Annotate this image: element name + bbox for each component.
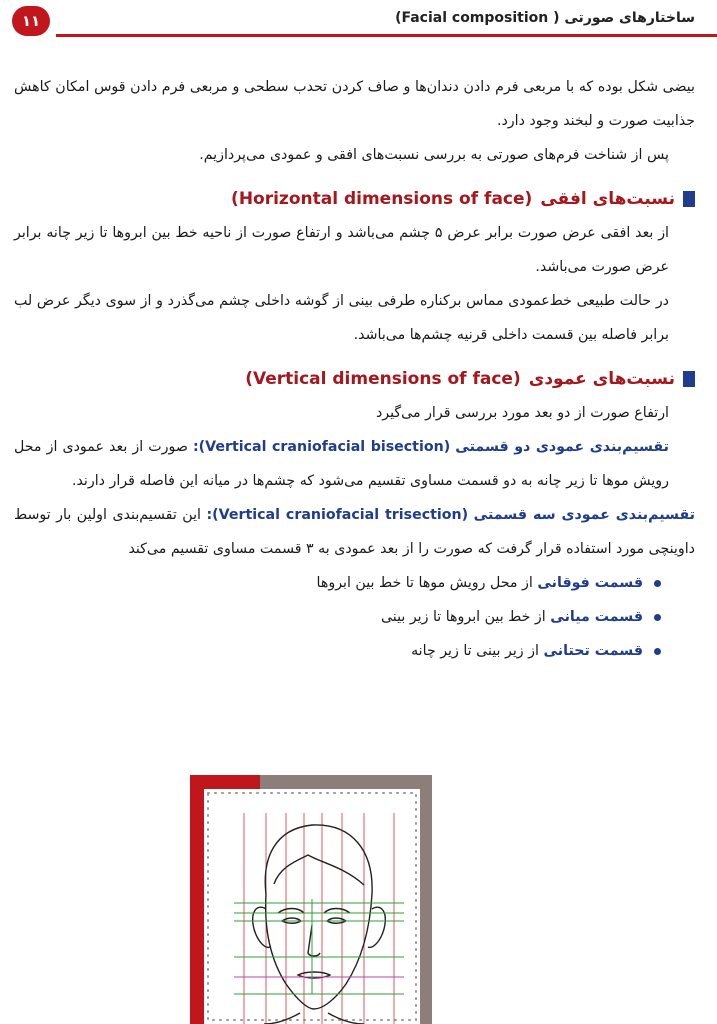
bisection-paragraph <box>14 430 695 498</box>
intro-paragraph: بیضی شکل بوده که با مربعی فرم دادن دندان‌ها و صاف کردن تحدب سطحی و مربعی فرم دادن قوس امکان کاهش جذابیت صورت و لبخند وجود دارد. <box>14 79 695 129</box>
horizontal-heading <box>14 182 695 216</box>
figure-canvas <box>204 789 420 1024</box>
bisection-text: صورت از بعد عمودی از محل رویش موها تا زیر چانه به دو قسمت مساوی تقسیم می‌شود که چشم‌ها در میانه این فاصله قرار دارند. <box>14 439 669 489</box>
trisection-list <box>14 566 695 668</box>
vertical-heading <box>14 362 695 396</box>
bullet-text: از محل رویش موها تا خط بین ابروها <box>316 575 533 591</box>
body-text <box>14 70 695 668</box>
intro-transition: پس از شناخت فرم‌های صورتی به بررسی نسبت‌های افقی و عمودی می‌پردازیم. <box>199 147 669 163</box>
face-proportion-figure <box>190 775 432 1024</box>
list-item <box>14 566 661 600</box>
horizontal-heading-en: (Horizontal dimensions of face) <box>231 189 533 209</box>
list-item <box>14 634 661 668</box>
trisection-text: این تقسیم‌بندی اولین بار توسط داوینچی مورد استفاده قرار گرفت که صورت را از بعد عمودی به ۳ قسمت مساوی تقسیم می‌کند <box>14 507 695 557</box>
header-rule <box>56 34 717 37</box>
running-head: ساختارهای صورتی ( Facial composition) <box>395 10 695 26</box>
vertical-heading-fa: نسبت‌های عمودی <box>528 369 675 389</box>
horizontal-paragraph-1: از بعد افقی عرض صورت برابر عرض ۵ چشم می‌باشد و ارتفاع صورت از ناحیه خط بین ابروها تا زیر چانه برابر عرض صورت می‌باشد. <box>14 225 669 275</box>
heading-square-icon <box>683 371 695 387</box>
bullet-label: قسمت فوقانی <box>537 575 643 591</box>
horizontal-heading-fa: نسبت‌های افقی <box>540 189 675 209</box>
trisection-label: تقسیم‌بندی عمودی سه قسمتی <box>473 507 695 523</box>
face-proportion-diagram-icon <box>204 789 420 1024</box>
page-header <box>0 0 717 40</box>
bullet-label: قسمت تحتانی <box>543 643 643 659</box>
page-number-badge: ۱۱ <box>12 6 50 36</box>
bullet-label: قسمت میانی <box>550 609 643 625</box>
trisection-paragraph <box>14 498 695 566</box>
vertical-heading-en: (Vertical dimensions of face) <box>245 369 521 389</box>
heading-square-icon <box>683 191 695 207</box>
bullet-text: از زیر بینی تا زیر چانه <box>411 643 539 659</box>
bisection-label: تقسیم‌بندی عمودی دو قسمتی <box>455 439 669 455</box>
vertical-intro: ارتفاع صورت از دو بعد مورد بررسی قرار می‌گیرد <box>375 405 669 421</box>
bisection-en: (Vertical craniofacial bisection): <box>192 439 451 455</box>
horizontal-paragraph-2: در حالت طبیعی خط‌عمودی مماس برکناره طرفی بینی از گوشه داخلی چشم می‌گذرد و از سوی دیگر عرض لب برابر فاصله بین قسمت داخلی قرنیه چشم‌ها می‌باشد. <box>14 293 669 343</box>
trisection-en: (Vertical craniofacial trisection): <box>206 507 469 523</box>
bullet-text: از خط بین ابروها تا زیر بینی <box>380 609 546 625</box>
list-item <box>14 600 661 634</box>
